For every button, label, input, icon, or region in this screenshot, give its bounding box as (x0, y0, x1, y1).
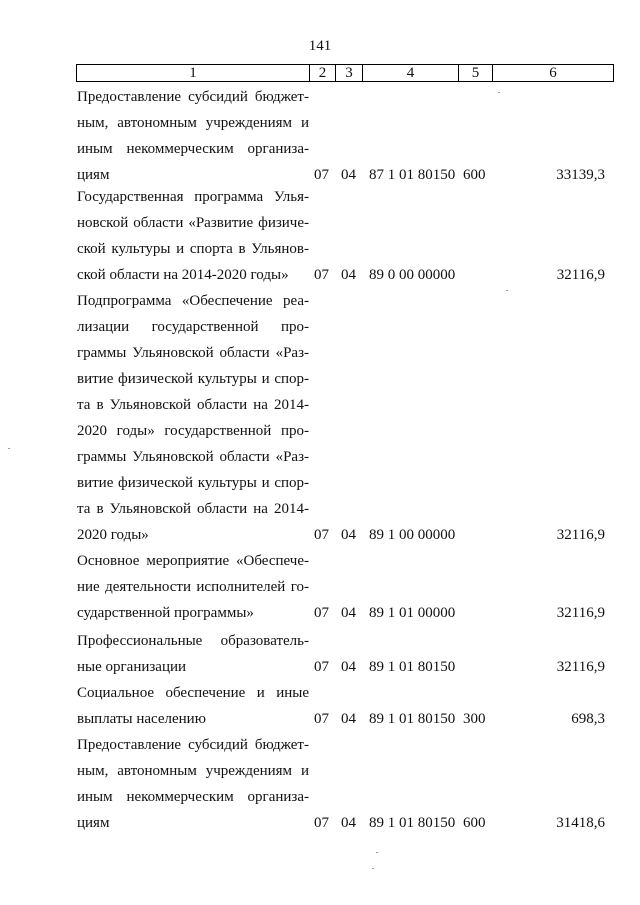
row-description-line: 2020 годы» государственной про- (77, 423, 309, 439)
subsection-code: 04 (341, 711, 356, 727)
section-code: 07 (314, 167, 329, 183)
expense-type-code: 600 (463, 167, 486, 183)
row-description-line: Предоставление субсидий бюджет- (77, 89, 309, 105)
subsection-code: 04 (341, 167, 356, 183)
page-number: 141 (308, 38, 332, 54)
subsection-code: 04 (341, 267, 356, 283)
row-description-line: витие физической культуры и спор- (77, 475, 309, 491)
target-article-code: 89 1 01 80150 (369, 659, 456, 675)
row-description-line: витие физической культуры и спор- (77, 371, 309, 387)
amount: 33139,3 (556, 167, 605, 183)
target-article-code: 89 1 01 80150 (369, 711, 456, 727)
scan-speck (8, 448, 10, 449)
row-description-line: ным, автономным учреждениям и (77, 763, 309, 779)
target-article-code: 89 1 00 00000 (369, 527, 456, 543)
row-description-line: Подпрограмма «Обеспечение реа- (77, 293, 309, 309)
section-code: 07 (314, 711, 329, 727)
amount: 698,3 (571, 711, 605, 727)
row-description-line: иным некоммерческим организа- (77, 141, 309, 157)
row-description-line: та в Ульяновской области на 2014- (77, 501, 309, 517)
scan-speck (376, 852, 378, 853)
subsection-code: 04 (341, 815, 356, 831)
subsection-code: 04 (341, 659, 356, 675)
column-header-2: 2 (310, 65, 336, 82)
subsection-code: 04 (341, 605, 356, 621)
amount: 32116,9 (556, 267, 605, 283)
section-code: 07 (314, 815, 329, 831)
row-description-line: лизации государственной про- (77, 319, 309, 335)
row-description-line: ской культуры и спорта в Ульянов- (77, 241, 309, 257)
row-description-line: граммы Ульяновской области «Раз- (77, 449, 309, 465)
row-description-line: сударственной программы» (77, 605, 254, 621)
scan-speck (498, 92, 500, 93)
row-description-line: циям (77, 167, 110, 183)
row-description-line: та в Ульяновской области на 2014- (77, 397, 309, 413)
scan-speck (506, 290, 508, 291)
row-description-line: иным некоммерческим организа- (77, 789, 309, 805)
amount: 32116,9 (556, 527, 605, 543)
row-description-line: ние деятельности исполнителей го- (77, 579, 309, 595)
row-description-line: Государственная программа Улья- (77, 189, 309, 205)
column-header-3: 3 (336, 65, 363, 82)
column-header-4: 4 (363, 65, 459, 82)
row-description-line: Социальное обеспечение и иные (77, 685, 309, 701)
expense-type-code: 300 (463, 711, 486, 727)
amount: 31418,6 (556, 815, 605, 831)
scan-speck (372, 868, 374, 869)
section-code: 07 (314, 527, 329, 543)
target-article-code: 87 1 01 80150 (369, 167, 456, 183)
row-description-line: выплаты населению (77, 711, 206, 727)
row-description-line: Основное мероприятие «Обеспече- (77, 553, 309, 569)
amount: 32116,9 (556, 605, 605, 621)
expense-type-code: 600 (463, 815, 486, 831)
subsection-code: 04 (341, 527, 356, 543)
row-description-line: ные организации (77, 659, 187, 675)
row-description-line: граммы Ульяновской области «Раз- (77, 345, 309, 361)
column-header-row (77, 65, 614, 82)
target-article-code: 89 1 01 00000 (369, 605, 456, 621)
section-code: 07 (314, 659, 329, 675)
column-header-6: 6 (493, 65, 614, 82)
column-header-1: 1 (77, 65, 310, 82)
row-description-line: 2020 годы» (77, 527, 149, 543)
section-code: 07 (314, 605, 329, 621)
column-header-5: 5 (459, 65, 493, 82)
expense-type-code (463, 654, 493, 680)
row-description-line: Профессиональные образователь- (77, 633, 309, 649)
target-article-code: 89 0 00 00000 (369, 267, 456, 283)
expense-type-code (463, 262, 493, 288)
row-description-line: циям (77, 815, 110, 831)
section-code: 07 (314, 267, 329, 283)
row-description-line: новской области «Развитие физиче- (77, 215, 309, 231)
row-description-line: Предоставление субсидий бюджет- (77, 737, 309, 753)
row-description-line: ской области на 2014-2020 годы» (77, 267, 289, 283)
amount: 32116,9 (556, 659, 605, 675)
column-header-table (76, 64, 614, 82)
target-article-code: 89 1 01 80150 (369, 815, 456, 831)
expense-type-code (463, 522, 493, 548)
row-description-line: ным, автономным учреждениям и (77, 115, 309, 131)
expense-type-code (463, 600, 493, 626)
